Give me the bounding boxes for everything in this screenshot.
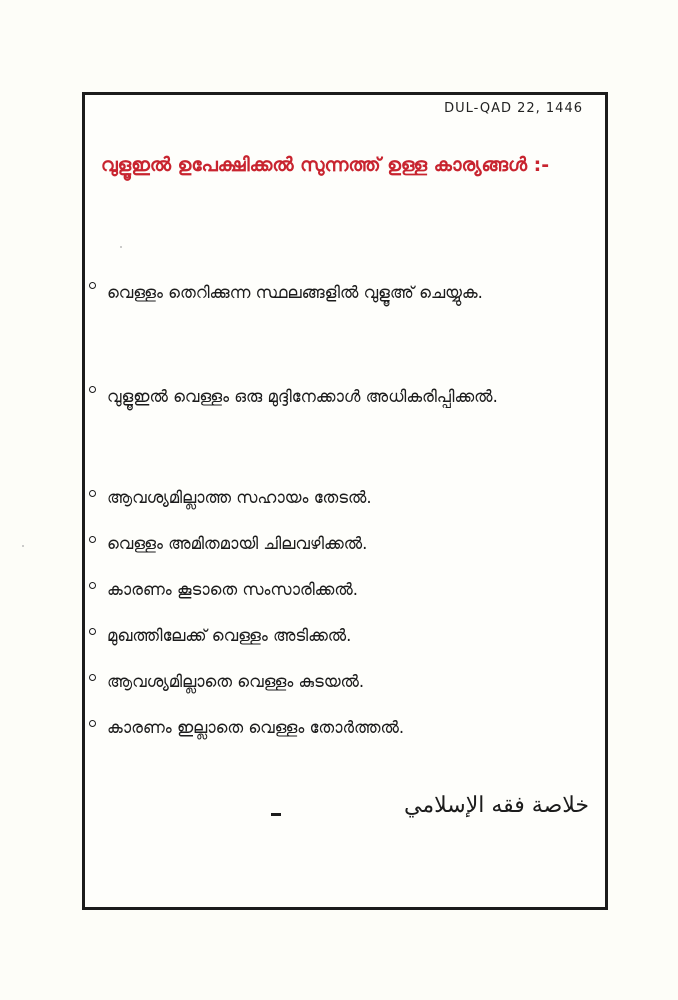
source-citation: خلاصة فقه الإسلامي (404, 793, 589, 818)
list-item: കാരണം ഇല്ലാതെ വെള്ളം തോർത്തൽ. (85, 705, 605, 751)
list-item: വുളൂഇൽ വെള്ളം ഒരു മുദ്ദിനേക്കാൾ അധികരിപ്പിക്കൽ. (85, 371, 605, 475)
list-item: ആവശ്യമില്ലാത്ത സഹായം തേടൽ. (85, 475, 605, 521)
list-item: വെള്ളം അമിതമായി ചിലവഴിക്കൽ. (85, 521, 605, 567)
list-item: കാരണം കൂടാതെ സംസാരിക്കൽ. (85, 567, 605, 613)
page-heading: വുളൂഇൽ ഉപേക്ഷിക്കൽ സുന്നത്ത് ഉള്ള കാര്യങ്ങൾ :- (101, 154, 550, 176)
points-list (85, 267, 605, 751)
paper-speck (22, 545, 24, 547)
list-item: മുഖത്തിലേക്ക് വെള്ളം അടിക്കൽ. (85, 613, 605, 659)
list-item: ആവശ്യമില്ലാതെ വെള്ളം കുടയൽ. (85, 659, 605, 705)
hijri-date: DUL-QAD 22, 1446 (444, 101, 583, 116)
list-item: വെള്ളം തെറിക്കുന്ന സ്ഥലങ്ങളിൽ വുളൂഅ് ചെയ്യുക. (85, 267, 605, 371)
page-frame (82, 92, 608, 910)
source-dash (271, 813, 281, 816)
paper-speck (120, 246, 122, 248)
